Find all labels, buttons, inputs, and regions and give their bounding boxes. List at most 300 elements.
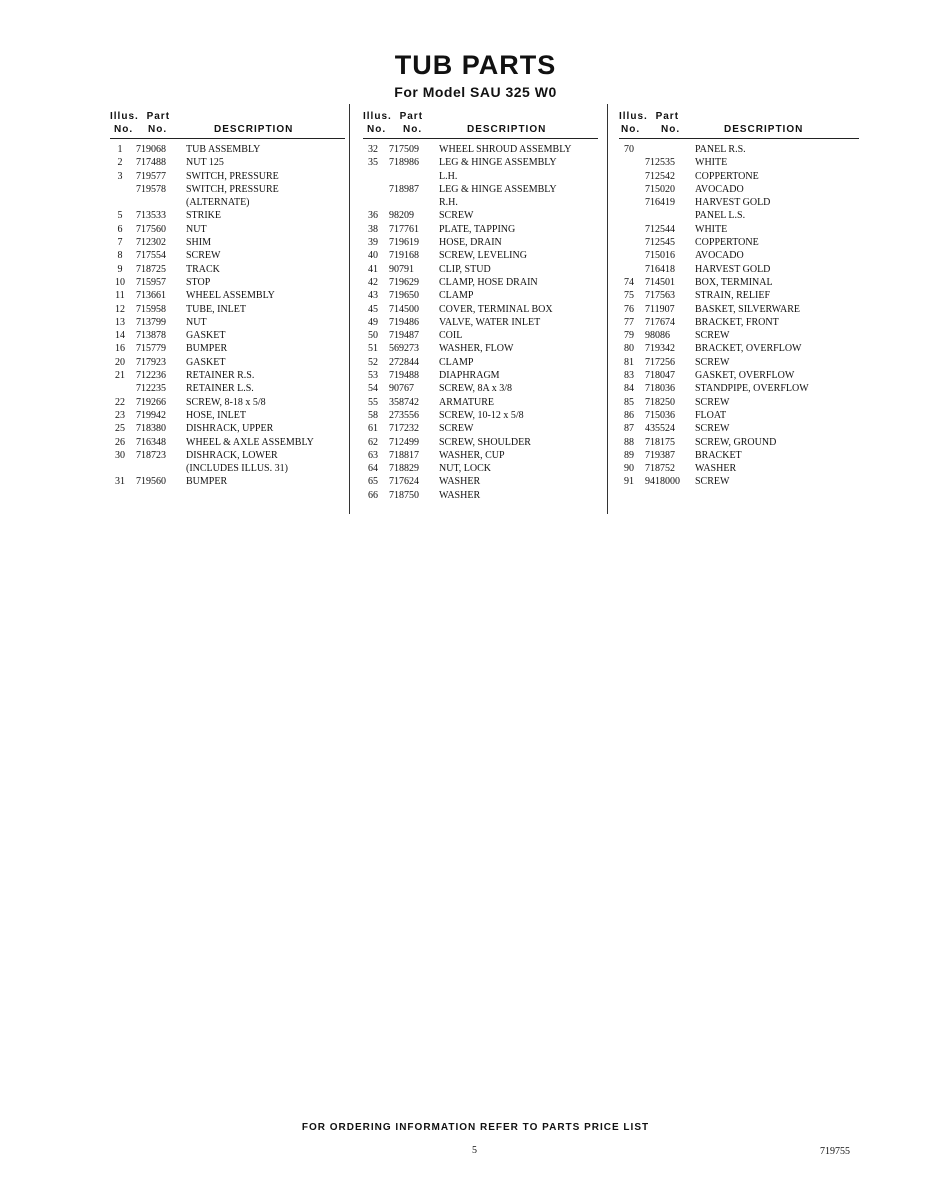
- part-number: 719266: [136, 396, 166, 408]
- part-row: [110, 263, 345, 276]
- part-number: 719629: [389, 276, 419, 288]
- part-row: [363, 462, 598, 475]
- part-row: [619, 329, 859, 342]
- header-no-illus: No.: [114, 124, 134, 135]
- part-number: 569273: [389, 343, 419, 355]
- part-row: [110, 303, 345, 316]
- page-number: 5: [472, 1145, 477, 1156]
- part-description: CLAMP: [439, 290, 474, 302]
- part-description: TRACK: [186, 263, 220, 275]
- part-number: 719068: [136, 144, 166, 155]
- part-description: TUB ASSEMBLY: [186, 144, 261, 155]
- part-row: [110, 143, 345, 156]
- part-description: WASHER, FLOW: [439, 343, 514, 355]
- part-description: SCREW, 10-12 x 5/8: [439, 409, 524, 421]
- part-description: GASKET, OVERFLOW: [695, 370, 795, 382]
- part-description: AVOCADO: [695, 250, 744, 262]
- part-description: WASHER: [439, 489, 481, 501]
- part-description: FLOAT: [695, 409, 727, 421]
- part-description: STRIKE: [186, 210, 221, 222]
- part-row: [110, 236, 345, 249]
- part-description: SCREW, 8A x 3/8: [439, 383, 512, 395]
- parts-list-3: [619, 143, 859, 489]
- illus-number: 43: [368, 290, 378, 302]
- part-description: SCREW, 8-18 x 5/8: [186, 396, 266, 408]
- part-row: [619, 263, 859, 276]
- illus-number: 58: [368, 409, 378, 421]
- part-row: [619, 316, 859, 329]
- part-description: PANEL L.S.: [695, 210, 746, 222]
- illus-number: 39: [368, 237, 378, 249]
- illus-number: 61: [368, 423, 378, 435]
- part-row: [363, 143, 598, 156]
- part-number: 719342: [645, 343, 675, 355]
- part-row: [110, 409, 345, 422]
- part-description: SCREW: [695, 423, 730, 435]
- part-row: [363, 356, 598, 369]
- document-number: 719755: [820, 1146, 850, 1157]
- header-no-part: No.: [661, 124, 681, 135]
- part-number: 716348: [136, 436, 166, 448]
- illus-number: 16: [115, 343, 125, 355]
- part-number: 717554: [136, 250, 166, 262]
- part-number: 718829: [389, 463, 419, 475]
- part-description: CLIP, STUD: [439, 263, 491, 275]
- part-number: 358742: [389, 396, 419, 408]
- part-row: [363, 223, 598, 236]
- part-row: [363, 409, 598, 422]
- part-row: [363, 196, 598, 209]
- illus-number: 52: [368, 356, 378, 368]
- part-description: PLATE, TAPPING: [439, 223, 516, 235]
- part-number: 718817: [389, 449, 419, 461]
- part-description: LEG & HINGE ASSEMBLY: [439, 157, 557, 169]
- illus-number: 54: [368, 383, 378, 395]
- part-row: [110, 475, 345, 488]
- part-number: 716418: [645, 263, 675, 275]
- part-number: 718175: [645, 436, 675, 448]
- illus-number: 74: [624, 276, 634, 288]
- part-row: [363, 422, 598, 435]
- part-row: [619, 342, 859, 355]
- illus-number: 23: [115, 409, 125, 421]
- part-row: [110, 183, 345, 196]
- illus-number: 51: [368, 343, 378, 355]
- part-number: 718047: [645, 370, 675, 382]
- parts-list-2: [363, 143, 598, 502]
- illus-number: 22: [115, 396, 125, 408]
- illus-number: 38: [368, 223, 378, 235]
- part-description: BASKET, SILVERWARE: [695, 303, 801, 315]
- part-description: COPPERTONE: [695, 170, 759, 182]
- parts-column-3: [619, 111, 859, 489]
- part-description: WASHER: [695, 463, 737, 475]
- illus-number: 8: [117, 250, 123, 262]
- illus-number: 21: [115, 370, 125, 382]
- header-part: Part: [399, 111, 424, 122]
- part-row: [619, 289, 859, 302]
- illus-number: 63: [368, 449, 378, 461]
- header-row-bottom: [110, 124, 345, 139]
- part-number: 719560: [136, 476, 166, 488]
- part-description: ARMATURE: [439, 396, 495, 408]
- header-description: DESCRIPTION: [724, 124, 804, 135]
- part-row: [110, 462, 345, 475]
- part-description: SCREW, LEVELING: [439, 250, 527, 262]
- part-row: [619, 409, 859, 422]
- part-number: 711907: [645, 303, 675, 315]
- header-no-part: No.: [403, 124, 423, 135]
- part-number: 272844: [389, 356, 419, 368]
- part-row: [619, 356, 859, 369]
- part-description: SCREW, GROUND: [695, 436, 777, 448]
- part-description: STANDPIPE, OVERFLOW: [695, 383, 809, 395]
- part-number: 719619: [389, 237, 419, 249]
- part-number: 712235: [136, 383, 166, 395]
- illus-number: 77: [624, 316, 634, 328]
- part-row: [619, 143, 859, 156]
- part-row: [619, 236, 859, 249]
- part-description: BUMPER: [186, 343, 228, 355]
- illus-number: 55: [368, 396, 378, 408]
- part-description: BRACKET, FRONT: [695, 316, 779, 328]
- part-row: [363, 209, 598, 222]
- part-number: 719488: [389, 370, 419, 382]
- part-row: [110, 249, 345, 262]
- part-description: (ALTERNATE): [186, 197, 250, 209]
- part-description: LEG & HINGE ASSEMBLY: [439, 183, 557, 195]
- part-number: 717509: [389, 144, 419, 155]
- illus-number: 66: [368, 489, 378, 501]
- part-row: [110, 196, 345, 209]
- part-description: WHEEL SHROUD ASSEMBLY: [439, 144, 572, 155]
- part-number: 90791: [389, 263, 414, 275]
- part-description: COPPERTONE: [695, 237, 759, 249]
- part-row: [110, 356, 345, 369]
- part-row: [110, 329, 345, 342]
- part-number: 713533: [136, 210, 166, 222]
- ordering-footer: FOR ORDERING INFORMATION REFER TO PARTS PRICE LIST: [301, 1122, 650, 1133]
- parts-column-2: [363, 111, 598, 502]
- part-row: [363, 449, 598, 462]
- part-description: SWITCH, PRESSURE: [186, 183, 279, 195]
- part-row: [619, 183, 859, 196]
- header-row-top: [363, 111, 598, 124]
- illus-number: 7: [117, 237, 123, 249]
- part-number: 717256: [645, 356, 675, 368]
- illus-number: 49: [368, 316, 378, 328]
- part-description: SHIM: [186, 237, 212, 249]
- part-row: [619, 369, 859, 382]
- illus-number: 45: [368, 303, 378, 315]
- part-description: WHEEL ASSEMBLY: [186, 290, 275, 302]
- header-description: DESCRIPTION: [214, 124, 294, 135]
- part-description: DIAPHRAGM: [439, 370, 500, 382]
- illus-number: 42: [368, 276, 378, 288]
- part-row: [363, 316, 598, 329]
- header-part: Part: [146, 111, 171, 122]
- part-row: [363, 369, 598, 382]
- part-number: 98209: [389, 210, 414, 222]
- part-description: GASKET: [186, 356, 226, 368]
- header-description: DESCRIPTION: [467, 124, 547, 135]
- illus-number: 40: [368, 250, 378, 262]
- part-row: [110, 223, 345, 236]
- part-number: 718750: [389, 489, 419, 501]
- illus-number: 89: [624, 449, 634, 461]
- illus-number: 31: [115, 476, 125, 488]
- part-row: [110, 422, 345, 435]
- header-no-part: No.: [148, 124, 168, 135]
- part-row: [110, 436, 345, 449]
- part-description: NUT 125: [186, 157, 224, 169]
- part-number: 717563: [645, 290, 675, 302]
- part-row: [110, 156, 345, 169]
- part-number: 718752: [645, 463, 675, 475]
- part-description: HOSE, INLET: [186, 409, 246, 421]
- illus-number: 91: [624, 476, 634, 488]
- illus-number: 6: [117, 223, 123, 235]
- part-row: [619, 209, 859, 222]
- part-row: [363, 382, 598, 395]
- part-number: 718986: [389, 157, 419, 169]
- part-row: [110, 209, 345, 222]
- part-row: [619, 196, 859, 209]
- part-number: 718725: [136, 263, 166, 275]
- illus-number: 3: [117, 170, 123, 182]
- illus-number: 32: [368, 144, 378, 155]
- part-description: SCREW: [186, 250, 221, 262]
- part-description: SCREW: [695, 356, 730, 368]
- part-number: 712544: [645, 223, 675, 235]
- part-number: 712542: [645, 170, 675, 182]
- part-row: [363, 236, 598, 249]
- illus-number: 84: [624, 383, 634, 395]
- part-number: 717923: [136, 356, 166, 368]
- illus-number: 10: [115, 276, 125, 288]
- part-row: [619, 382, 859, 395]
- header-row-bottom: [363, 124, 598, 139]
- part-row: [619, 449, 859, 462]
- part-row: [619, 422, 859, 435]
- part-row: [363, 183, 598, 196]
- part-row: [619, 462, 859, 475]
- part-description: L.H.: [439, 170, 458, 182]
- part-description: BUMPER: [186, 476, 228, 488]
- part-row: [363, 329, 598, 342]
- part-row: [619, 223, 859, 236]
- part-number: 718250: [645, 396, 675, 408]
- header-illus: Illus.: [363, 111, 392, 122]
- part-row: [363, 263, 598, 276]
- header-part: Part: [655, 111, 680, 122]
- illus-number: 41: [368, 263, 378, 275]
- part-row: [363, 276, 598, 289]
- part-number: 715779: [136, 343, 166, 355]
- part-row: [110, 449, 345, 462]
- part-number: 715958: [136, 303, 166, 315]
- page-title: TUB PARTS: [394, 50, 557, 80]
- part-description: TUBE, INLET: [186, 303, 246, 315]
- illus-number: 36: [368, 210, 378, 222]
- part-number: 717232: [389, 423, 419, 435]
- part-number: 435524: [645, 423, 675, 435]
- illus-number: 2: [117, 157, 123, 169]
- part-description: (INCLUDES ILLUS. 31): [186, 463, 288, 475]
- header-row-top: [110, 111, 345, 124]
- illus-number: 13: [115, 316, 125, 328]
- illus-number: 88: [624, 436, 634, 448]
- part-row: [363, 289, 598, 302]
- part-description: DISHRACK, LOWER: [186, 449, 278, 461]
- illus-number: 11: [115, 290, 125, 302]
- illus-number: 83: [624, 370, 634, 382]
- part-description: NUT, LOCK: [439, 463, 492, 475]
- part-number: 714501: [645, 276, 675, 288]
- part-number: 719168: [389, 250, 419, 262]
- part-number: 716419: [645, 197, 675, 209]
- part-number: 719578: [136, 183, 166, 195]
- part-number: 718380: [136, 423, 166, 435]
- part-description: RETAINER L.S.: [186, 383, 254, 395]
- part-row: [619, 249, 859, 262]
- part-number: 717624: [389, 476, 419, 488]
- part-description: BRACKET: [695, 449, 742, 461]
- illus-number: 30: [115, 449, 125, 461]
- illus-number: 85: [624, 396, 634, 408]
- part-row: [110, 289, 345, 302]
- part-description: CLAMP, HOSE DRAIN: [439, 276, 538, 288]
- part-number: 719577: [136, 170, 166, 182]
- part-number: 713799: [136, 316, 166, 328]
- part-description: WASHER, CUP: [439, 449, 505, 461]
- part-description: SCREW: [439, 210, 474, 222]
- part-description: BRACKET, OVERFLOW: [695, 343, 802, 355]
- header-row-bottom: [619, 124, 859, 139]
- part-number: 90767: [389, 383, 414, 395]
- part-row: [619, 396, 859, 409]
- part-number: 719487: [389, 330, 419, 342]
- illus-number: 9: [117, 263, 123, 275]
- part-number: 717560: [136, 223, 166, 235]
- part-row: [363, 475, 598, 488]
- part-description: SCREW: [695, 330, 730, 342]
- part-description: AVOCADO: [695, 183, 744, 195]
- part-description: SCREW: [695, 476, 730, 488]
- part-row: [363, 342, 598, 355]
- part-number: 713878: [136, 330, 166, 342]
- part-description: HARVEST GOLD: [695, 197, 771, 209]
- illus-number: 64: [368, 463, 378, 475]
- part-description: CLAMP: [439, 356, 474, 368]
- part-row: [363, 156, 598, 169]
- parts-column-1: [110, 111, 345, 489]
- part-number: 712236: [136, 370, 166, 382]
- part-number: 719650: [389, 290, 419, 302]
- illus-number: 86: [624, 409, 634, 421]
- part-description: RETAINER R.S.: [186, 370, 255, 382]
- part-description: SCREW, SHOULDER: [439, 436, 531, 448]
- part-number: 98086: [645, 330, 670, 342]
- part-number: 719486: [389, 316, 419, 328]
- part-row: [110, 369, 345, 382]
- part-number: 712302: [136, 237, 166, 249]
- illus-number: 50: [368, 330, 378, 342]
- parts-list-1: [110, 143, 345, 489]
- part-description: SCREW: [439, 423, 474, 435]
- illus-number: 87: [624, 423, 634, 435]
- column-divider-2: [607, 104, 608, 514]
- part-description: VALVE, WATER INLET: [439, 316, 541, 328]
- illus-number: 62: [368, 436, 378, 448]
- illus-number: 53: [368, 370, 378, 382]
- illus-number: 35: [368, 157, 378, 169]
- illus-number: 76: [624, 303, 634, 315]
- part-number: 717674: [645, 316, 675, 328]
- illus-number: 90: [624, 463, 634, 475]
- part-description: PANEL R.S.: [695, 144, 746, 155]
- part-number: 715957: [136, 276, 166, 288]
- part-row: [110, 342, 345, 355]
- part-description: DISHRACK, UPPER: [186, 423, 274, 435]
- illus-number: 79: [624, 330, 634, 342]
- header-no-illus: No.: [621, 124, 641, 135]
- illus-number: 81: [624, 356, 634, 368]
- part-description: BOX, TERMINAL: [695, 276, 773, 288]
- part-row: [363, 489, 598, 502]
- part-description: WHEEL & AXLE ASSEMBLY: [186, 436, 314, 448]
- part-row: [619, 303, 859, 316]
- illus-number: 1: [117, 144, 123, 155]
- illus-number: 65: [368, 476, 378, 488]
- part-row: [110, 276, 345, 289]
- illus-number: 26: [115, 436, 125, 448]
- part-number: 273556: [389, 409, 419, 421]
- illus-number: 5: [117, 210, 123, 222]
- part-number: 713661: [136, 290, 166, 302]
- part-number: 712535: [645, 157, 675, 169]
- illus-number: 80: [624, 343, 634, 355]
- part-number: 715016: [645, 250, 675, 262]
- header-illus: Illus.: [110, 111, 139, 122]
- part-row: [363, 249, 598, 262]
- page-subtitle: For Model SAU 325 W0: [394, 84, 557, 100]
- part-number: 714500: [389, 303, 419, 315]
- part-row: [110, 396, 345, 409]
- part-description: NUT: [186, 223, 207, 235]
- header-no-illus: No.: [367, 124, 387, 135]
- illus-number: 14: [115, 330, 125, 342]
- part-description: HOSE, DRAIN: [439, 237, 502, 249]
- part-row: [110, 316, 345, 329]
- part-row: [110, 382, 345, 395]
- part-description: R.H.: [439, 197, 458, 209]
- header-illus: Illus.: [619, 111, 648, 122]
- part-description: NUT: [186, 316, 207, 328]
- part-number: 9418000: [645, 476, 680, 488]
- part-number: 718723: [136, 449, 166, 461]
- part-number: 712545: [645, 237, 675, 249]
- part-number: 718987: [389, 183, 419, 195]
- part-row: [619, 156, 859, 169]
- part-number: 715036: [645, 409, 675, 421]
- illus-number: 75: [624, 290, 634, 302]
- part-number: 717488: [136, 157, 166, 169]
- part-row: [363, 436, 598, 449]
- part-row: [110, 170, 345, 183]
- part-description: HARVEST GOLD: [695, 263, 771, 275]
- part-description: STOP: [186, 276, 211, 288]
